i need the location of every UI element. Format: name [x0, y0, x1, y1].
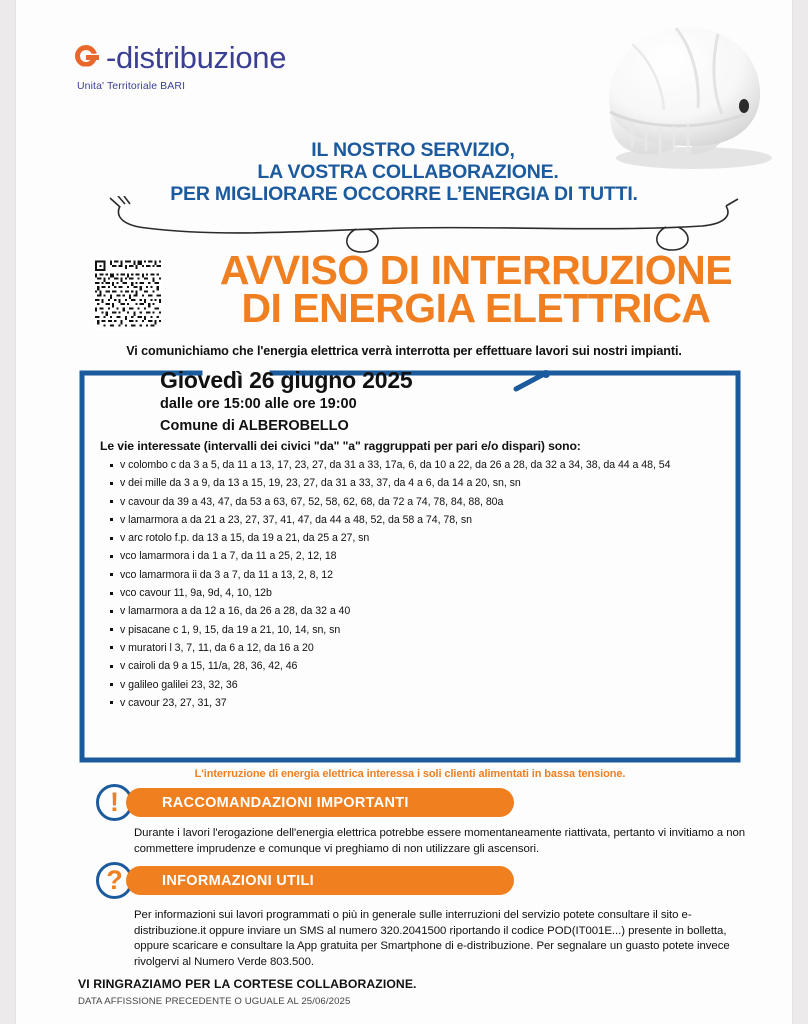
tagline-line-1: IL NOSTRO SERVIZIO, [311, 139, 515, 161]
notice-sheet [16, 0, 792, 1024]
street-list-item: v galileo galilei 23, 32, 36 [120, 676, 734, 694]
tagline-line-3: PER MIGLIORARE OCCORRE L’ENERGIA DI TUTTI. [170, 183, 638, 205]
question-mark-icon: ? [96, 862, 133, 899]
useful-info-banner [126, 866, 514, 895]
interruption-hours: dalle ore 15:00 alle ore 19:00 [160, 396, 357, 412]
page-subtitle: Vi comunichiamo che l'energia elettrica verrà interrotta per effettuare lavori sui nostri impianti. [126, 344, 682, 358]
recommendations-body: Durante i lavori l'erogazione dell'energia elettrica potrebbe essere momentaneamente riattivata, pertanto vi invitiamo a non commettere imprudenze e comunque vi preghiamo di non utilizzare gli ascensori. [134, 827, 746, 855]
page-title [166, 247, 786, 331]
interruption-date: Giovedì 26 giugno 2025 [160, 367, 413, 393]
affix-date-text: DATA AFFISSIONE PRECEDENTE O UGUALE AL 25/06/2025 [78, 996, 351, 1007]
street-list-item: v muratori l 3, 7, 11, da 6 a 12, da 16 a 20 [120, 639, 734, 657]
details-content [94, 367, 734, 712]
street-list-item: v pisacane c 1, 9, 15, da 19 a 21, 10, 14, sn, sn [120, 621, 734, 639]
street-list-item: v cavour 23, 27, 31, 37 [120, 694, 734, 712]
street-list-item: vco lamarmora i da 1 a 7, da 11 a 25, 2, 12, 18 [120, 547, 734, 565]
recommendations-banner-label: RACCOMANDAZIONI IMPORTANTI [162, 794, 409, 811]
recommendations-banner [126, 788, 514, 817]
affected-streets-list [94, 456, 734, 712]
e-distribuzione-e-mark-icon [74, 43, 104, 73]
logo-wordmark: -distribuzione [106, 40, 287, 75]
thanks-text: VI RINGRAZIAMO PER LA CORTESE COLLABORAZIONE. [78, 977, 417, 991]
brand-logo [74, 42, 286, 92]
territorial-unit-label: Unita' Territoriale BARI [77, 80, 186, 92]
street-list-item: v colombo c da 3 a 5, da 11 a 13, 17, 23, 27, da 31 a 33, 17a, 6, da 10 a 22, da 26 a 28, da 32 a 34, 38, da 44 a 48, 54 [120, 456, 734, 474]
street-list-item: v cavour da 39 a 43, 47, da 53 a 63, 67, 52, 58, 62, 68, da 72 a 74, 78, 84, 88, 80a [120, 493, 734, 511]
street-list-item: v cairoli da 9 a 15, 11/a, 28, 36, 42, 46 [120, 657, 734, 675]
useful-info-banner-label: INFORMAZIONI UTILI [162, 872, 314, 889]
page-title-line-1: AVVISO DI INTERRUZIONE [219, 247, 733, 293]
street-list-item: v lamarmora a da 12 a 16, da 26 a 28, da 32 a 40 [120, 602, 734, 620]
interruption-comune: Comune di ALBEROBELLO [160, 418, 349, 434]
street-list-item: vco lamarmora ii da 3 a 7, da 11 a 13, 2, 8, 12 [120, 566, 734, 584]
page-title-line-2: DI ENERGIA ELETTRICA [241, 285, 711, 331]
streets-lead-text: Le vie interessate (intervalli dei civici "da" "a" raggruppati per pari e/o dispari) sono: [100, 439, 581, 453]
logo-lockup [74, 42, 286, 73]
low-tension-note: L'interruzione di energia elettrica interessa i soli clienti alimentati in bassa tensione. [194, 768, 626, 780]
qr-code-icon [93, 257, 163, 330]
useful-info-body: Per informazioni sui lavori programmati o più in generale sulle interruzioni del servizio potete consultare il sito e-distribuzione.it oppure inviare un SMS al numero 320.2041500 riportando il codice POD(IT001E...) presente in bolletta, oppure scaricare e consultare la App gratuita per Smartphone di e-distribuzione. Per segnalare un guasto potete invece rivolgervi al Numero Verde 803.500. [134, 909, 730, 968]
street-list-item: v arc rotolo f.p. da 13 a 15, da 19 a 21, da 25 a 27, sn [120, 529, 734, 547]
tagline-line-2: LA VOSTRA COLLABORAZIONE. [257, 161, 559, 183]
street-list-item: v lamarmora a da 21 a 23, 27, 37, 41, 47, da 44 a 48, 52, da 58 a 74, 78, sn [120, 511, 734, 529]
street-list-item: vco cavour 11, 9a, 9d, 4, 10, 12b [120, 584, 734, 602]
street-list-item: v dei mille da 3 a 9, da 13 a 15, 19, 23, 27, da 31 a 33, 37, da 4 a 6, da 14 a 20, sn, sn [120, 474, 734, 492]
exclamation-mark-icon: ! [96, 784, 133, 821]
interruption-details-box [76, 367, 744, 766]
